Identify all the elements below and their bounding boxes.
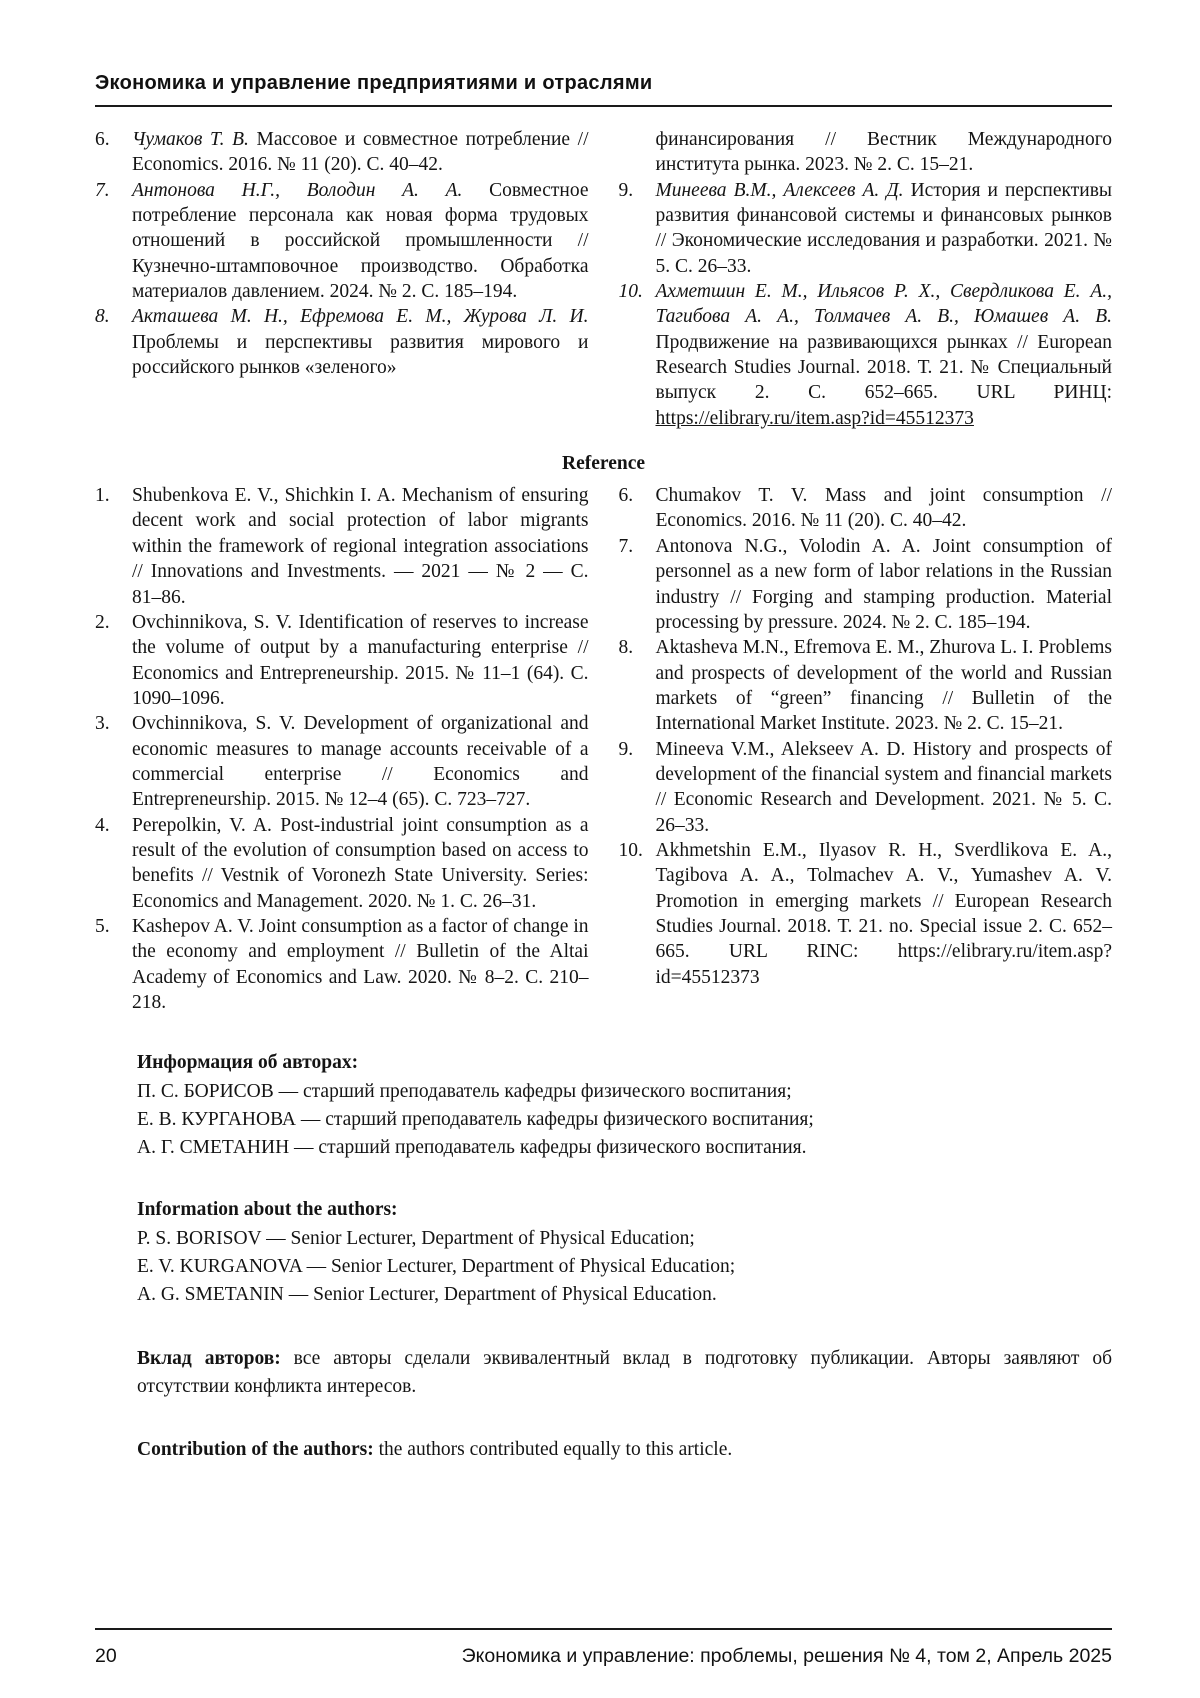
reference-number: 4. (95, 814, 110, 836)
reference-number: 7. (618, 535, 634, 557)
reference-item (619, 737, 1113, 838)
reference-authors: Ахметшин Е. М., Ильясов Р. Х., Свердликова Е. А., Тагибова А. А., Толмачев А. В., Юмашев А. В. (655, 281, 1112, 328)
references-ru-left-column (95, 127, 589, 431)
reference-text: Aktasheva M.N., Efremova E. M., Zhurova L. I. Problems and prospects of development of the world and Russian markets of “green” financing // Bulletin of the International Market Institute. 2023. № 2. С. 15–21. (655, 637, 1112, 735)
contribution-en (137, 1436, 1112, 1463)
reference-number: 3. (95, 713, 110, 735)
reference-authors: Акташева М. Н., Ефремова Е. М., Журова Л. И. (132, 306, 589, 328)
footer-journal-title: Экономика и управление: проблемы, решения № 4, том 2, Апрель 2025 (461, 1645, 1112, 1667)
running-head-title: Экономика и управление предприятиями и отраслями (95, 72, 1112, 107)
page-footer (95, 1628, 1112, 1668)
reference-text: Совместное потребление персонала как новая форма трудовых отношений в российской промышленности // Кузнечно-штамповочное производство. Обработка материалов давлением. 2024. № 2. С. 185–194. (132, 179, 589, 303)
reference-item (619, 178, 1113, 279)
reference-item (619, 483, 1113, 534)
reference-number: 1. (95, 485, 110, 507)
reference-text: Продвижение на развивающихся рынках // European Research Studies Journal. 2018. Т. 21. № Специальный выпуск 2. С. 652–665. URL РИНЦ: (655, 331, 1112, 404)
reference-text: Shubenkova E. V., Shichkin I. A. Mechanism of ensuring decent work and social protection of labor migrants within the framework of regional integration associations // Innovations and Investments. — 2021 — № 2 — С. 81–86. (132, 485, 589, 608)
reference-authors: Чумаков Т. В. (132, 129, 249, 150)
reference-item (95, 178, 589, 305)
authors-info-en-heading: Information about the authors: (137, 1199, 398, 1221)
reference-item (95, 813, 589, 914)
reference-number: 9. (618, 179, 634, 201)
reference-number: 10. (618, 839, 643, 861)
reference-item (619, 279, 1113, 431)
reference-item (95, 914, 589, 1015)
reference-item (95, 483, 589, 610)
reference-item (95, 610, 589, 711)
author-line: P. S. BORISOV — Senior Lecturer, Department of Physical Education; (137, 1227, 695, 1249)
reference-item (95, 711, 589, 812)
reference-item (95, 127, 589, 178)
reference-number: 7. (95, 179, 110, 201)
reference-text: Массовое и совместное потребление // Economics. 2016. № 11 (20). С. 40–42. (132, 129, 589, 176)
reference-text: Проблемы и перспективы развития мирового и российского рынков «зеленого» (132, 331, 589, 379)
reference-authors: Минеева В.М., Алексеев А. Д. (655, 179, 904, 201)
reference-number: 6. (95, 129, 110, 150)
contribution-ru-text: все авторы сделали эквивалентный вклад в подготовку публикации. Авторы заявляют об отсутствии конфликта интересов. (137, 1348, 1113, 1397)
reference-text: История и перспективы развития финансовой системы и финансовых рынков // Экономические исследования и разработки. 2021. № 5. С. 26–33. (655, 179, 1113, 277)
author-line: A. G. SMETANIN — Senior Lecturer, Department of Physical Education. (137, 1284, 717, 1306)
reference-number: 9. (618, 738, 634, 760)
reference-text: Ovchinnikova, S. V. Identification of reserves to increase the volume of output by a manufacturing enterprise // Economics and Entrepreneurship. 2015. № 11–1 (64). С. 1090–1096. (132, 611, 589, 709)
authors-info-ru-heading: Информация об авторах: (137, 1052, 359, 1074)
elibrary-link[interactable]: https://elibrary.ru/item.asp?id=45512373 (655, 407, 974, 429)
page-header (95, 72, 1112, 107)
contribution-ru (137, 1345, 1112, 1400)
reference-number: 8. (618, 637, 634, 659)
reference-text: Antonova N.G., Volodin A. A. Joint consumption of personnel as a new form of labor relations in the Russian industry // Forging and stamping production. Material processing by pressure. 2024. № 2. С. 185–194. (655, 535, 1112, 633)
contribution-en-text: the authors contributed equally to this article. (378, 1439, 733, 1461)
authors-info-en-section (137, 1196, 1112, 1309)
reference-heading: Reference (562, 453, 645, 475)
reference-item (619, 838, 1113, 990)
reference-number: 10. (618, 281, 643, 303)
contribution-ru-label: Вклад авторов: (137, 1348, 281, 1370)
author-line: А. Г. СМЕТАНИН — старший преподаватель кафедры физического воспитания. (137, 1137, 807, 1159)
author-line: E. V. KURGANOVA — Senior Lecturer, Department of Physical Education; (137, 1255, 736, 1277)
reference-text: Kashepov A. V. Joint consumption as a factor of change in the economy and employment // Bulletin of the Altai Academy of Economics and Law. 2020. № 8–2. С. 210–218. (132, 915, 589, 1013)
author-line: Е. В. КУРГАНОВА — старший преподаватель кафедры физического воспитания; (137, 1108, 814, 1130)
reference-item-continuation (619, 127, 1113, 178)
author-line: П. С. БОРИСОВ — старший преподаватель кафедры физического воспитания; (137, 1080, 792, 1102)
references-en-right-column (619, 483, 1113, 1015)
references-en-left-column (95, 483, 589, 1015)
reference-item (95, 304, 589, 380)
reference-text: Ovchinnikova, S. V. Development of organizational and economic measures to manage accounts receivable of a commercial enterprise // Economics and Entrepreneurship. 2015. № 12–4 (65). С. 723–727. (132, 713, 589, 811)
references-ru-right-column (619, 127, 1113, 431)
page-number: 20 (95, 1645, 117, 1667)
reference-number: 6. (618, 485, 634, 507)
reference-text: Perepolkin, V. A. Post-industrial joint consumption as a result of the evolution of consumption based on access to benefits // Vestnik of Voronezh State University. Series: Economics and Management. 2020. № 1. С. 26–31. (132, 814, 589, 912)
reference-number: 8. (95, 306, 110, 328)
authors-info-ru-section (137, 1049, 1112, 1162)
references-en-section (95, 483, 1112, 1015)
reference-item (619, 534, 1113, 635)
reference-text: Mineeva V.M., Alekseev A. D. History and prospects of development of the financial system and financial markets // Economic Research and Development. 2021. № 5. С. 26–33. (655, 738, 1112, 836)
reference-text: Akhmetshin E.M., Ilyasov R. H., Sverdlikova E. A., Tagibova A. A., Tolmachev A. V., Yumashev A. V. Promotion in emerging markets // European Research Studies Journal. 2018. Т. 21. no. Special issue 2. С. 652–665. URL RINC: https://elibrary.ru/item.asp?id=45512373 (655, 839, 1112, 988)
reference-text: Chumakov T. V. Mass and joint consumption // Economics. 2016. № 11 (20). С. 40–42. (655, 485, 1112, 532)
reference-item (619, 635, 1113, 736)
reference-number: 2. (95, 611, 110, 633)
contribution-en-label: Contribution of the authors: (137, 1439, 374, 1461)
reference-text: финансирования // Вестник Международного института рынка. 2023. № 2. С. 15–21. (655, 129, 1112, 176)
reference-authors: Антонова Н.Г., Володин А. А. (132, 179, 463, 201)
references-ru-section (95, 127, 1112, 431)
reference-number: 5. (95, 915, 110, 937)
